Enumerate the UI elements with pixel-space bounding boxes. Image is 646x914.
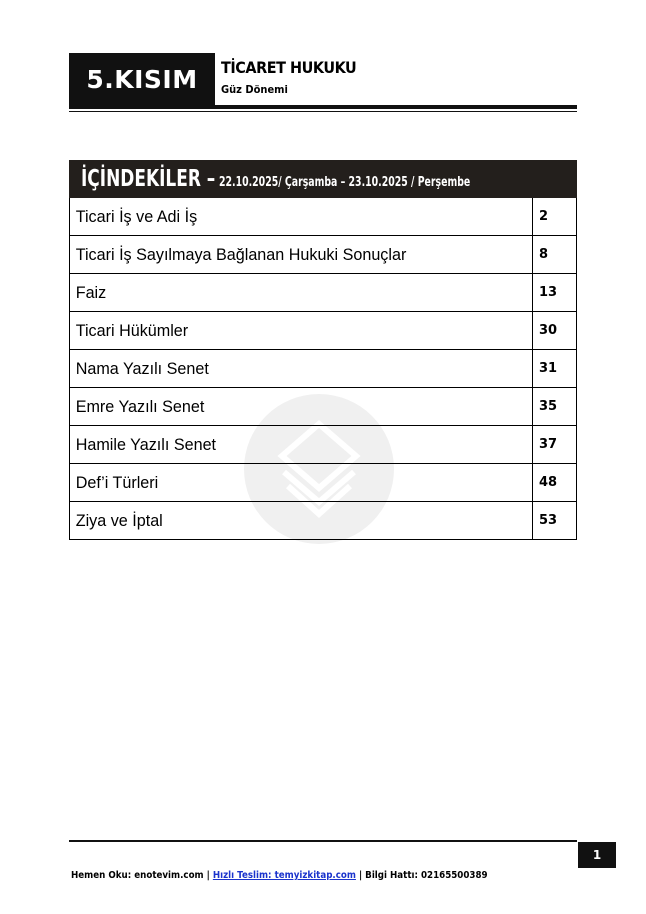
toc-row-title: Ticari İş ve Adi İş bbox=[75, 206, 198, 226]
footer-separator: | bbox=[203, 870, 213, 881]
toc-row-page: 2 bbox=[532, 198, 576, 235]
header-rule-thin bbox=[69, 111, 577, 112]
toc-row-title: Faiz bbox=[75, 282, 107, 302]
toc-row[interactable] bbox=[70, 426, 576, 464]
table-of-contents bbox=[69, 160, 577, 540]
toc-row[interactable] bbox=[70, 198, 576, 236]
toc-row-page: 48 bbox=[532, 464, 576, 501]
part-label: 5.KISIM bbox=[69, 53, 215, 105]
toc-row[interactable] bbox=[70, 274, 576, 312]
toc-header bbox=[69, 160, 577, 198]
toc-row-title: Hamile Yazılı Senet bbox=[75, 434, 217, 454]
footer-text bbox=[71, 870, 488, 881]
term-label: Güz Dönemi bbox=[221, 83, 288, 96]
toc-dates: 22.10.2025/ Çarşamba – 23.10.2025 / Perşembe bbox=[218, 174, 470, 190]
toc-row-page: 30 bbox=[532, 312, 576, 349]
page-header bbox=[69, 53, 577, 113]
toc-row[interactable] bbox=[70, 236, 576, 274]
footer-separator: | bbox=[355, 870, 366, 881]
toc-row-title: Ticari İş Sayılmaya Bağlanan Hukuki Sonuçlar bbox=[75, 244, 407, 264]
toc-row-page: 35 bbox=[532, 388, 576, 425]
header-rule-thick bbox=[69, 105, 577, 109]
toc-rows bbox=[69, 198, 577, 540]
page-number: 1 bbox=[578, 842, 616, 868]
footer-rule bbox=[69, 840, 577, 842]
toc-row[interactable] bbox=[70, 502, 576, 540]
toc-row-title: Ziya ve İptal bbox=[75, 510, 163, 530]
course-title: TİCARET HUKUKU bbox=[221, 58, 357, 77]
toc-heading: İÇİNDEKİLER – bbox=[81, 166, 216, 192]
read-label: Hemen Oku: enotevim.com bbox=[71, 870, 204, 881]
phone-label: Bilgi Hattı: 02165500389 bbox=[365, 870, 488, 881]
toc-row-title: Emre Yazılı Senet bbox=[75, 396, 205, 416]
toc-row-title: Ticari Hükümler bbox=[75, 320, 189, 340]
toc-row-page: 13 bbox=[532, 274, 576, 311]
toc-row-title: Def’i Türleri bbox=[75, 472, 159, 492]
toc-row-page: 53 bbox=[532, 502, 576, 539]
toc-row-page: 37 bbox=[532, 426, 576, 463]
toc-row-page: 8 bbox=[532, 236, 576, 273]
delivery-link[interactable]: Hızlı Teslim: temyizkitap.com bbox=[212, 870, 356, 881]
toc-row[interactable] bbox=[70, 312, 576, 350]
toc-row-title: Nama Yazılı Senet bbox=[75, 358, 209, 378]
toc-row[interactable] bbox=[70, 350, 576, 388]
toc-row-page: 31 bbox=[532, 350, 576, 387]
toc-row[interactable] bbox=[70, 464, 576, 502]
toc-row[interactable] bbox=[70, 388, 576, 426]
